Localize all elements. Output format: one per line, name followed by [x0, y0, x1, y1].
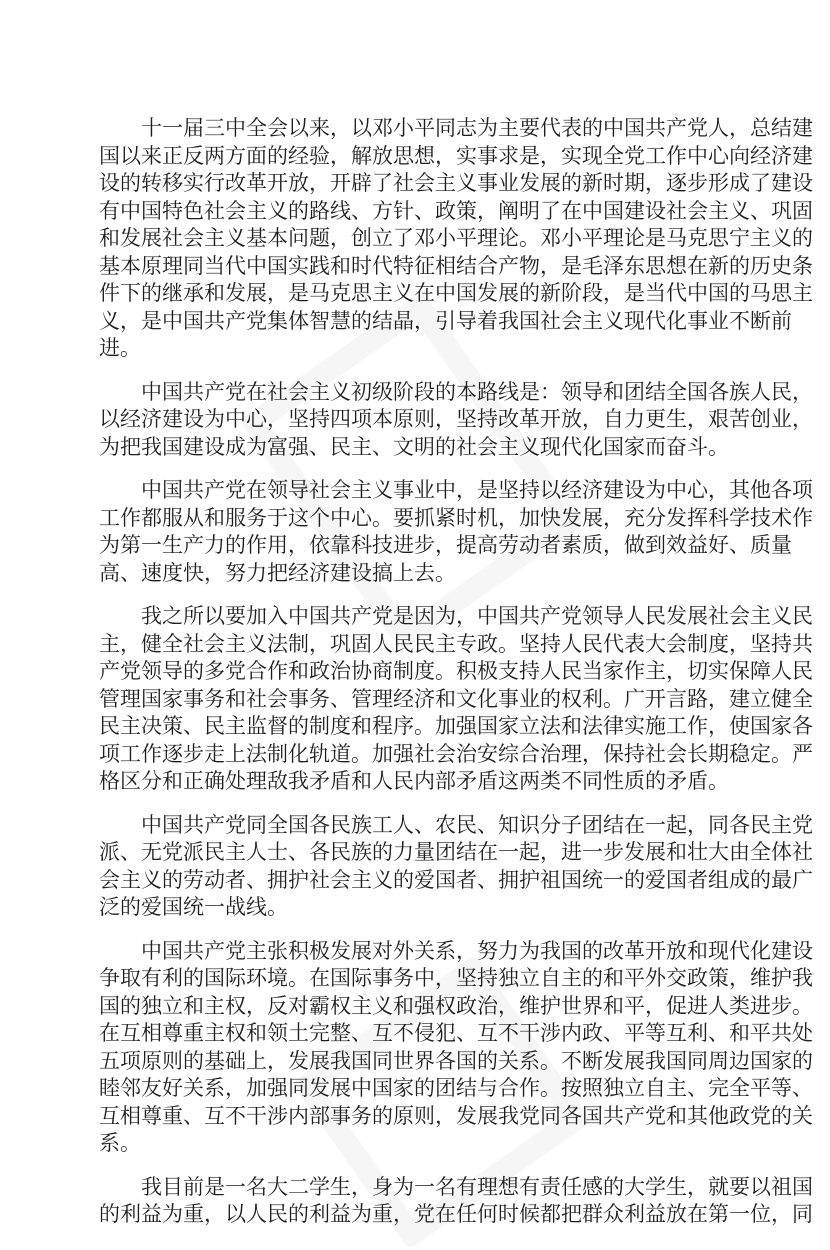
text-line: 为把我国建设成为富强、民主、文明的社会主义现代化国家而奋斗。 — [99, 434, 729, 459]
paragraph — [99, 477, 813, 587]
paragraph — [99, 938, 813, 1158]
text-line: 中国共产党同全国各民族工人、农民、知识分子团结在一起，同各民主党 — [141, 812, 813, 837]
paragraph — [99, 603, 813, 796]
paragraph — [99, 812, 813, 922]
text-line: 派、无党派民主人士、各民族的力量团结在一起，进一步发展和壮大由全体社 — [99, 840, 813, 864]
text-line: 民主决策、民主监督的制度和程序。加强国家立法和法律实施工作，使国家各 — [99, 714, 813, 738]
text-line: 高、速度快，努力把经济建设搞上去。 — [99, 560, 456, 585]
text-line: 互相尊重、互不干涉内部事务的原则，发展我党同各国共产党和其他政党的关 — [99, 1103, 813, 1128]
text-line: 以经济建设为中心，坚持四项本原则，坚持改革开放，自力更生，艰苦创业， — [99, 407, 813, 431]
text-line: 主，健全社会主义法制，巩固人民民主专政。坚持人民代表大会制度，坚持共 — [99, 631, 813, 656]
text-line: 项工作逐步走上法制化轨道。加强社会治安综合治理，保持社会长期稳定。严 — [99, 741, 813, 766]
text-line: 国以来正反两方面的经验，解放思想，实事求是，实现全党工作中心向经济建 — [99, 143, 813, 168]
text-line: 十一届三中全会以来，以邓小平同志为主要代表的中国共产党人，总结建 — [141, 116, 813, 140]
text-line: 义，是中国共产党集体智慧的结晶，引导着我国社会主义现代化事业不断前 — [99, 308, 792, 333]
text-line: 和发展社会主义基本问题，创立了邓小平理论。邓小平理论是马克思宁主义的 — [99, 226, 813, 250]
text-line: 中国共产党主张积极发展对外关系，努力为我国的改革开放和现代化建设 — [141, 938, 813, 963]
text-line: 五项原则的基础上，发展我国同世界各国的关系。不断发展我国同周边国家的 — [99, 1048, 813, 1073]
text-line: 我目前是一名大二学生，身为一名有理想有责任感的大学生，就要以祖国 — [141, 1174, 813, 1199]
text-line: 的利益为重，以人民的利益为重，党在任何时候都把群众利益放在第一位，同 — [99, 1202, 813, 1226]
text-line: 进。 — [99, 336, 141, 360]
text-line: 系。 — [99, 1131, 141, 1155]
text-line: 我之所以要加入中国共产党是因为，中国共产党领导人民发展社会主义民 — [141, 604, 813, 628]
text-line: 中国共产党在社会主义初级阶段的本路线是：领导和团结全国各族人民， — [141, 379, 813, 404]
paragraph — [99, 115, 813, 363]
text-line: 中国共产党在领导社会主义事业中，是坚持以经济建设为中心，其他各项 — [141, 478, 813, 502]
text-line: 睦邻友好关系，加强同发展中国家的团结与合作。按照独立自主、完全平等、 — [99, 1076, 813, 1100]
text-line: 设的转移实行改革开放，开辟了社会主义事业发展的新时期，逐步形成了建设 — [99, 171, 813, 195]
text-line: 管理国家事务和社会事务、管理经济和文化事业的权利。广开言路，建立健全 — [99, 686, 813, 711]
text-line: 争取有利的国际环境。在国际事务中，坚持独立自主的和平外交政策，维护我 — [99, 966, 813, 990]
text-line: 工作都服从和服务于这个中心。要抓紧时机，加快发展，充分发挥科学技术作 — [99, 505, 813, 530]
text-line: 泛的爱国统一战线。 — [99, 895, 288, 919]
text-line: 在互相尊重主权和领土完整、互不侵犯、互不干涉内政、平等互利、和平共处 — [99, 1021, 813, 1045]
text-line: 有中国特色社会主义的路线、方针、政策，阐明了在中国建设社会主义、巩固 — [99, 198, 813, 223]
text-line: 会主义的劳动者、拥护社会主义的爱国者、拥护祖国统一的爱国者组成的最广 — [99, 867, 813, 892]
paragraph — [99, 379, 813, 462]
paragraph — [99, 1174, 813, 1229]
document-body — [99, 115, 813, 1245]
text-line: 产党领导的多党合作和政治协商制度。积极支持人民当家作主，切实保障人民 — [99, 659, 813, 683]
text-line: 为第一生产力的作用，依靠科技进步，提高劳动者素质，做到效益好、质量 — [99, 533, 792, 557]
text-line: 基本原理同当代中国实践和时代特征相结合产物，是毛泽东思想在新的历史条 — [99, 253, 813, 278]
text-line: 格区分和正确处理敌我矛盾和人民内部矛盾这两类不同性质的矛盾。 — [99, 769, 729, 793]
text-line: 国的独立和主权，反对霸权主义和强权政治，维护世界和平，促进人类进步。 — [99, 993, 813, 1018]
text-line: 件下的继承和发展，是马克思主义在中国发展的新阶段，是当代中国的马思主 — [99, 281, 813, 305]
